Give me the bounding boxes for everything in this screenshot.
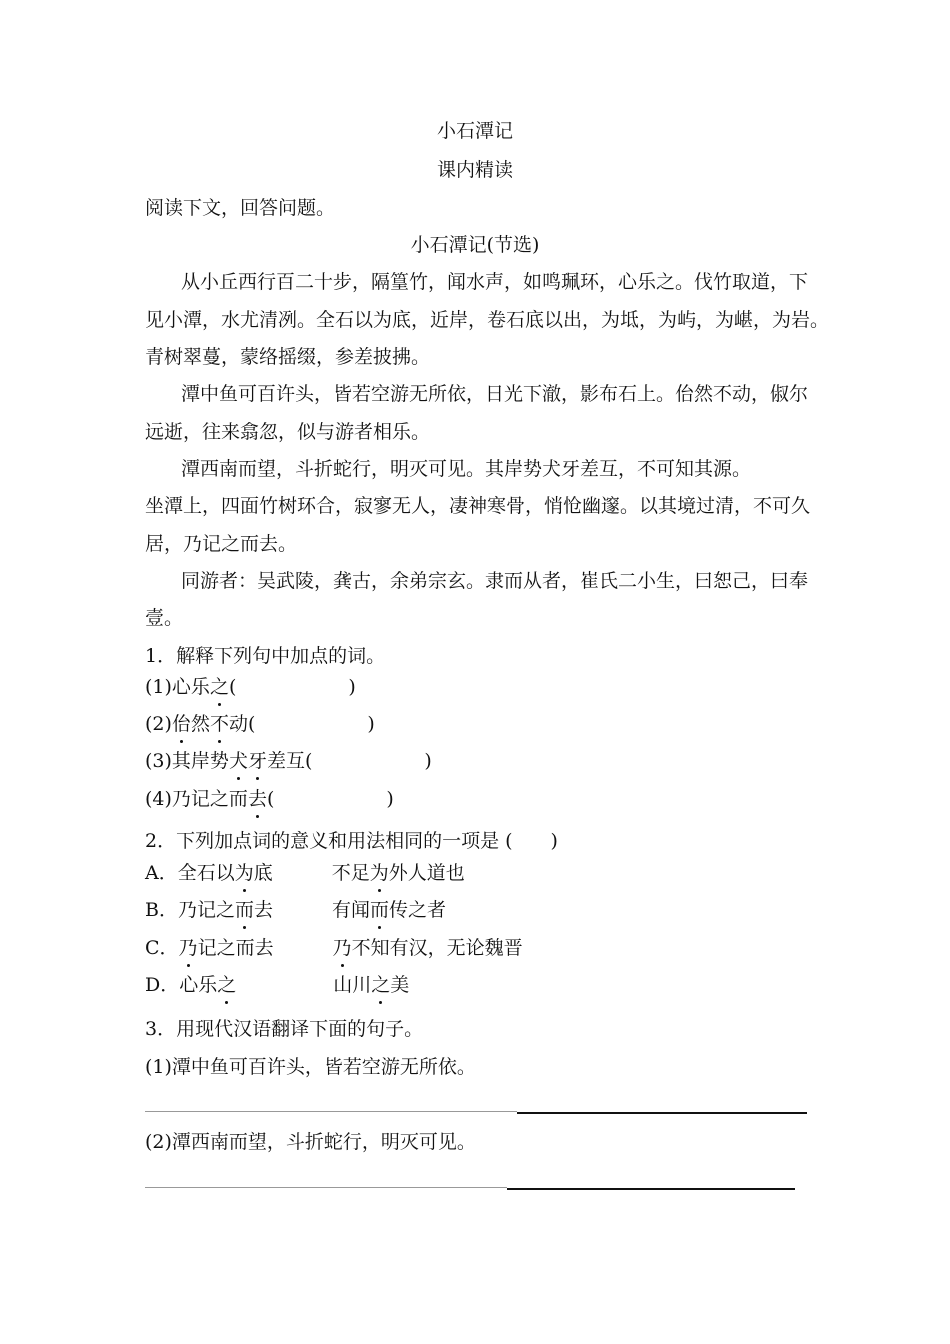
answer-line-guide (145, 1111, 517, 1112)
question-2-option-c[interactable]: C．乃记之而去 乃不知有汉，无论魏晋 (145, 937, 523, 959)
emphasis-dot-word: 佁 (171, 713, 191, 735)
question-3-sentence-2: (2)潭西南而望，斗折蛇行，明灭可见。 (145, 1131, 476, 1153)
emphasis-dot-word: 乃 (332, 937, 352, 959)
question-1-stem: 1．解释下列句中加点的词。 (145, 645, 386, 667)
passage-line: 青树翠蔓，蒙络摇缀，参差披拂。 (145, 346, 431, 368)
passage-line: 坐潭上，四面竹树环合，寂寥无人，凄神寒骨，悄怆幽邃。以其境过清，不可久 (145, 495, 811, 517)
passage-line: 远逝，往来翕忽，似与游者相乐。 (145, 421, 431, 443)
passage-title: 小石潭记(节选) (410, 234, 540, 256)
emphasis-dot-word: 犬 (228, 750, 248, 772)
emphasis-dot-word: 为 (369, 862, 389, 884)
question-2-stem: 2．下列加点词的意义和用法相同的一项是 ( ) (145, 830, 558, 852)
question-2-option-a[interactable]: A．全石以为底 不足为外人道也 (145, 862, 465, 884)
answer-line[interactable] (517, 1112, 807, 1114)
answer-line-guide (145, 1187, 507, 1188)
emphasis-dot-word: 为 (234, 862, 254, 884)
emphasis-dot-word: 之 (371, 974, 391, 996)
question-1-item: (2)佁然不动( ) (145, 713, 375, 735)
reading-instruction: 阅读下文，回答问题。 (145, 197, 336, 219)
question-2-option-d[interactable]: D．心乐之 山川之美 (145, 974, 410, 996)
emphasis-dot-word: 而 (369, 899, 389, 921)
emphasis-dot-word: 乃 (178, 937, 198, 959)
question-3-stem: 3．用现代汉语翻译下面的句子。 (145, 1018, 424, 1040)
passage-line: 从小丘西行百二十步，隔篁竹，闻水声，如鸣珮环，心乐之。伐竹取道，下 (181, 271, 809, 293)
emphasis-dot-word: 去 (247, 788, 267, 810)
question-2-option-b[interactable]: B．乃记之而去 有闻而传之者 (145, 899, 447, 921)
passage-line: 见小潭，水尤清冽。全石以为底，近岸，卷石底以出，为坻，为屿，为嵁，为岩。 (145, 309, 830, 331)
passage-line: 壹。 (145, 607, 184, 629)
emphasis-dot-word: 牙 (247, 750, 267, 772)
emphasis-dot-word: 而 (234, 899, 254, 921)
question-3-sentence-1: (1)潭中鱼可百许头，皆若空游无所依。 (145, 1056, 476, 1078)
emphasis-dot-word: 不 (209, 713, 229, 735)
question-1-item: (3)其岸势犬牙差互( ) (145, 750, 432, 772)
passage-line: 居，乃记之而去。 (145, 533, 298, 555)
emphasis-dot-word: 之 (209, 676, 229, 698)
question-1-item: (1)心乐之( ) (145, 676, 356, 698)
passage-line: 同游者：吴武陵，龚古，余弟宗玄。隶而从者，崔氏二小生，曰恕己，曰奉 (181, 570, 809, 592)
section-subtitle: 课内精读 (436, 159, 513, 181)
passage-line: 潭中鱼可百许头，皆若空游无所依，日光下澈，影布石上。佁然不动，俶尔 (181, 383, 809, 405)
passage-line: 潭西南而望，斗折蛇行，明灭可见。其岸势犬牙差互，不可知其源。 (181, 458, 752, 480)
document-title: 小石潭记 (436, 120, 513, 142)
answer-line[interactable] (507, 1188, 795, 1190)
emphasis-dot-word: 之 (217, 974, 237, 996)
question-1-item: (4)乃记之而去( ) (145, 788, 394, 810)
